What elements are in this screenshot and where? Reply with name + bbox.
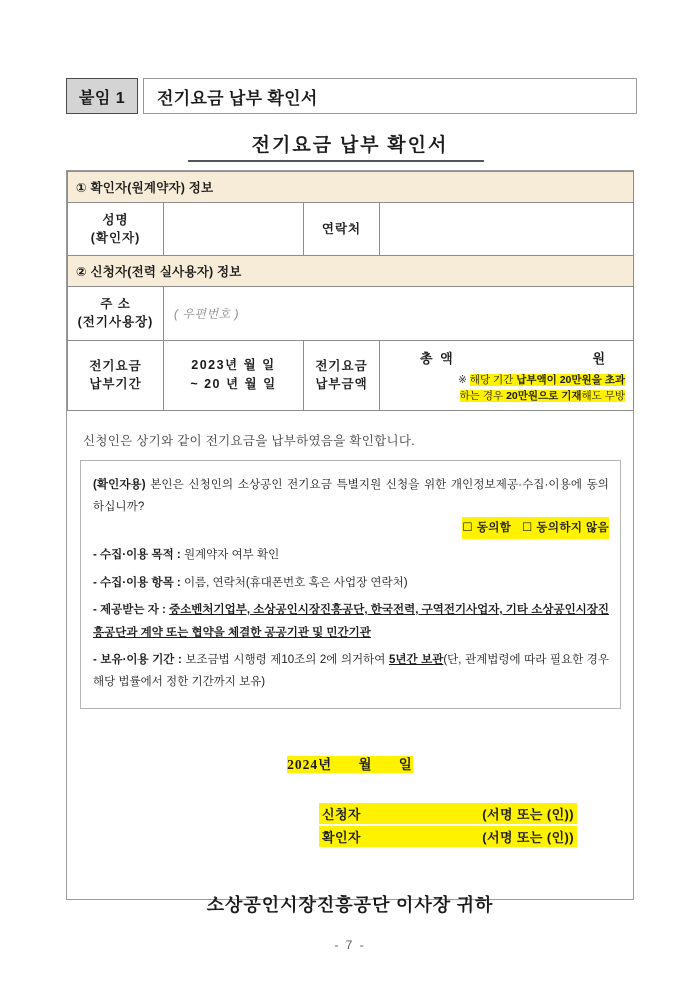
name-label-line1: 성명 [102, 213, 129, 227]
consent-item-3-tail: (단, 관계법령에 따라 필요한 경우 해당 법률에서 정한 기간까지 보유) [93, 653, 609, 689]
page-title: 전기요금 납부 확인서 [251, 135, 449, 156]
section-heading-applicant: ② 신청자(전력 실사용자) 정보 [68, 256, 634, 287]
zipcode-placeholder: ( 우편번호 ) [174, 306, 240, 321]
payment-period-line2: ~ 20 년 월 일 [190, 377, 277, 392]
payment-period-line1: 2023년 월 일 [191, 357, 276, 372]
table-row-name [68, 203, 634, 256]
checkbox-disagree-label[interactable]: 동의하지 않음 [536, 521, 609, 534]
applicant-signature-label: 신청자 [322, 806, 361, 822]
currency-unit: 원 [592, 350, 608, 366]
note-bold-1: 납부액이 20만원을 초과 [516, 373, 626, 386]
page-number: - 7 - [334, 938, 366, 952]
consent-item-0-value: 원계약자 여부 확인 [183, 549, 280, 562]
table-row-address [68, 287, 634, 340]
name-label [68, 203, 164, 256]
note-text-1: 해당 기간 [469, 373, 517, 386]
date-month: 월 [358, 756, 373, 772]
consent-lead-label: (확인자용) [93, 479, 146, 492]
note-bold-2: 20만원으로 기재 [506, 389, 582, 402]
payment-amount-label [304, 340, 380, 411]
attachment-tag: 붙임 1 [66, 78, 138, 114]
address-label [68, 287, 164, 340]
consent-question-text: 본인은 신청인의 소상공인 전기요금 특별지원 신청을 위한 개인정보제공·수집·이용에 동의하십니까? [93, 479, 609, 514]
table-row-payment [68, 340, 634, 411]
checkbox-agree-label[interactable]: 동의함 [476, 521, 512, 534]
date-day: 일 [398, 756, 413, 772]
consent-item-2-underline: 중소벤처기업부, 소상공인시장진흥공단, 한국전력, 구역전기사업자, 기타 소상공인시장진흥공단과 계약 또는 협약을 체결한 공공기관 및 민간기관 [93, 604, 609, 639]
consent-item-fields [93, 572, 609, 594]
consent-item-1-value: 이름, 연락처(휴대폰번호 혹은 사업장 연락처) [183, 576, 408, 589]
note-text-3: 해도 무방 [581, 389, 626, 402]
payment-period-input[interactable] [164, 340, 304, 411]
payment-period-label [68, 340, 164, 411]
total-amount-row [386, 347, 625, 372]
contact-label: 연락처 [304, 203, 380, 256]
title-underline [188, 160, 484, 162]
consent-options[interactable] [462, 517, 609, 539]
consent-item-1-key: - 수집·이용 항목 : [93, 576, 184, 589]
table-row-section2 [68, 256, 634, 287]
note-text-2: 하는 경우 [459, 389, 507, 402]
payment-period-label-line1: 전기요금 [89, 359, 142, 374]
payment-amount-label-line1: 전기요금 [315, 359, 368, 374]
table-row-section1 [68, 172, 634, 203]
checkbox-agree[interactable]: ☐ [462, 521, 474, 534]
name-input-cell[interactable] [164, 203, 304, 256]
checkbox-disagree[interactable]: ☐ [522, 521, 533, 534]
address-input-cell[interactable] [164, 287, 634, 340]
note-star-icon: ※ [458, 373, 467, 386]
consent-item-0-key: - 수집·이용 목적 : [93, 549, 184, 562]
attachment-title: 전기요금 납부 확인서 [143, 78, 637, 114]
contact-input-cell[interactable] [380, 203, 634, 256]
consent-item-retention [93, 649, 609, 694]
recipient-line: 소상공인시장진흥공단 이사장 귀하 [206, 894, 494, 915]
consent-item-2-key: - 제공받는 자 : [93, 604, 170, 617]
payment-amount-cell[interactable] [380, 340, 634, 411]
applicant-signature-mark: (서명 또는 (인)) [482, 806, 574, 822]
address-label-line2: (전기사용장) [77, 315, 154, 330]
privacy-consent-box [80, 460, 621, 709]
attachment-header [66, 78, 637, 114]
confirmation-statement: 신청인은 상기와 같이 전기요금을 납부하였음을 확인합니다. [83, 434, 416, 449]
total-amount-label: 총 액 [420, 350, 455, 366]
date-year: 2024년 [287, 756, 333, 772]
name-label-line2: (확인자) [90, 231, 141, 246]
amount-note [386, 372, 625, 405]
address-label-line1: 주 소 [100, 297, 131, 312]
payment-amount-label-line2: 납부금액 [315, 377, 368, 392]
signature-row-confirmer[interactable] [319, 826, 577, 847]
consent-item-purpose [93, 544, 609, 566]
consent-question [93, 474, 609, 519]
consent-item-recipients [93, 599, 609, 644]
info-table [67, 171, 634, 411]
consent-options-row [93, 517, 609, 539]
section-heading-confirmer: ① 확인자(원계약자) 정보 [68, 172, 634, 203]
consent-item-3-value: 보조금법 시행령 제10조의 2에 의거하여 [185, 653, 389, 666]
signature-block [67, 803, 577, 849]
signature-row-applicant[interactable] [319, 803, 577, 824]
form-content-box [66, 170, 634, 915]
confirmer-signature-label: 확인자 [322, 829, 361, 845]
confirmer-signature-mark: (서명 또는 (인)) [482, 829, 574, 845]
consent-item-3-underline: 5년간 보관 [388, 653, 444, 666]
payment-period-label-line2: 납부기간 [89, 377, 142, 392]
consent-item-3-key: - 보유·이용 기간 : [93, 653, 186, 666]
signature-date[interactable] [67, 753, 633, 773]
